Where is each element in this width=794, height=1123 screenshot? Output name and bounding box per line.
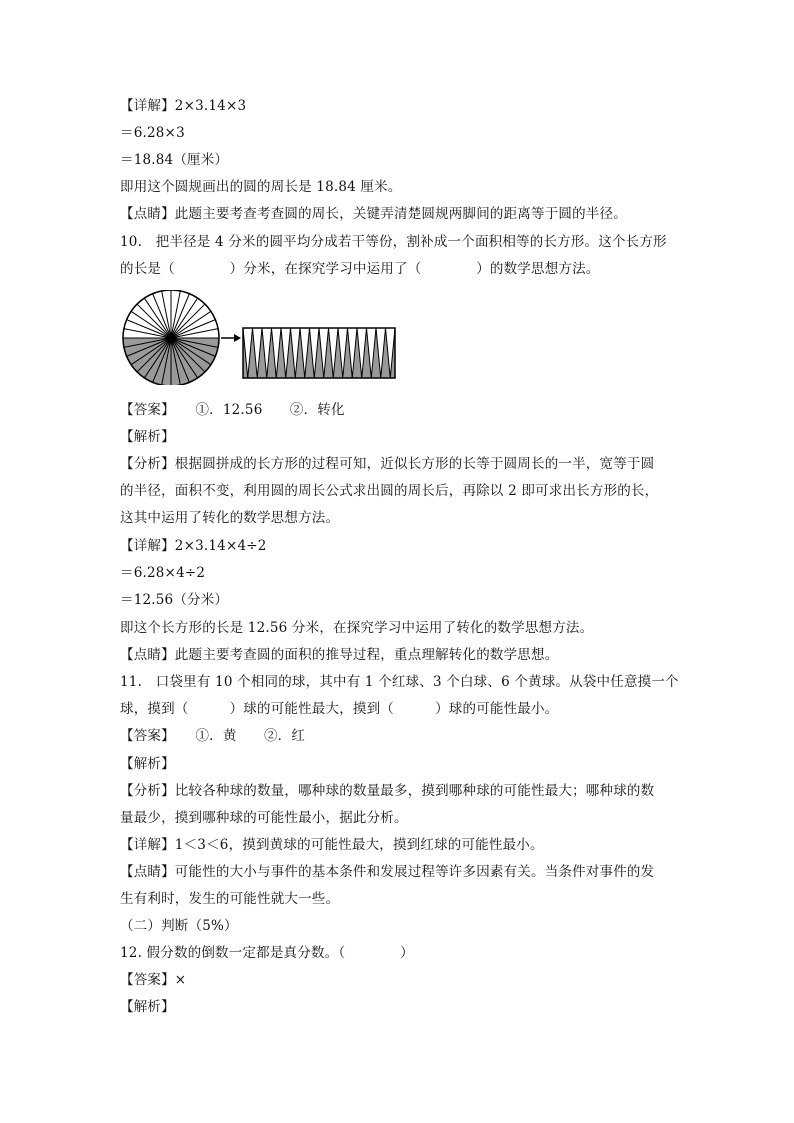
question-12: 12. 假分数的倒数一定都是真分数。（ ）: [120, 945, 414, 961]
text-line: 【详解】2×3.14×3: [120, 98, 247, 114]
question-10-cont: 的长是（ ）分米，在探究学习中运用了（ ）的数学思想方法。: [120, 261, 600, 277]
approximate-rectangle: [243, 328, 395, 378]
text-line: 的半径，面积不变，利用圆的周长公式求出圆的周长后，再除以 2 即可求出长方形的长，: [120, 483, 659, 499]
text-line: 即用这个圆规画出的圆的周长是 18.84 厘米。: [120, 179, 402, 195]
text-line: 【点睛】此题主要考查圆的面积的推导过程，重点理解转化的数学思想。: [120, 647, 559, 663]
analysis-heading: 【解析】: [120, 999, 175, 1015]
analysis-heading: 【解析】: [120, 756, 175, 772]
circle-to-rectangle-figure: [120, 290, 400, 385]
text-line: 【点睛】此题主要考查考查圆的周长，关键弄清楚圆规两脚间的距离等于圆的半径。: [120, 206, 627, 222]
text-line: 【详解】2×3.14×4÷2: [120, 538, 267, 554]
question-11: 11. 口袋里有 10 个相同的球，其中有 1 个红球、3 个白球、6 个黄球。从袋中任意摸一个: [120, 674, 679, 690]
text-line: 生有利时，发生的可能性就大一些。: [120, 891, 340, 907]
question-11-cont: 球，摸到（ ）球的可能性最大，摸到（ ）球的可能性最小。: [120, 701, 559, 717]
text-line: 【分析】根据圆拼成的长方形的过程可知，近似长方形的长等于圆周长的一半，宽等于圆: [120, 456, 655, 472]
answer-12: 【答案】×: [120, 972, 187, 988]
text-line: ＝18.84（厘米）: [120, 152, 229, 168]
text-line: 即这个长方形的长是 12.56 分米，在探究学习中运用了转化的数学思想方法。: [120, 620, 594, 636]
answer-11: 【答案】 ①．黄 ②．红: [120, 728, 306, 744]
text-line: ＝6.28×4÷2: [120, 565, 206, 581]
question-10: 10. 把半径是 4 分米的圆平均分成若干等份，割补成一个面积相等的长方形。这个长方形: [120, 234, 667, 250]
text-line: 【分析】比较各种球的数量，哪种球的数量最多，摸到哪种球的可能性最大；哪种球的数: [120, 783, 655, 799]
divided-circle: [123, 290, 219, 385]
text-line: ＝6.28×3: [120, 125, 185, 141]
arrow-icon: [221, 334, 241, 342]
text-line: ＝12.56（分米）: [120, 592, 229, 608]
text-line: 【点睛】可能性的大小与事件的基本条件和发展过程等许多因素有关。当条件对事件的发: [120, 864, 655, 880]
text-line: 量最少，摸到哪种球的可能性最小，据此分析。: [120, 810, 408, 826]
answer-10: 【答案】 ①．12.56 ②．转化: [120, 402, 345, 418]
section-heading: （二）判断（5%）: [120, 918, 238, 934]
text-line: 这其中运用了转化的数学思想方法。: [120, 510, 340, 526]
analysis-heading: 【解析】: [120, 429, 175, 445]
text-line: 【详解】1＜3＜6，摸到黄球的可能性最大，摸到红球的可能性最小。: [120, 837, 544, 853]
